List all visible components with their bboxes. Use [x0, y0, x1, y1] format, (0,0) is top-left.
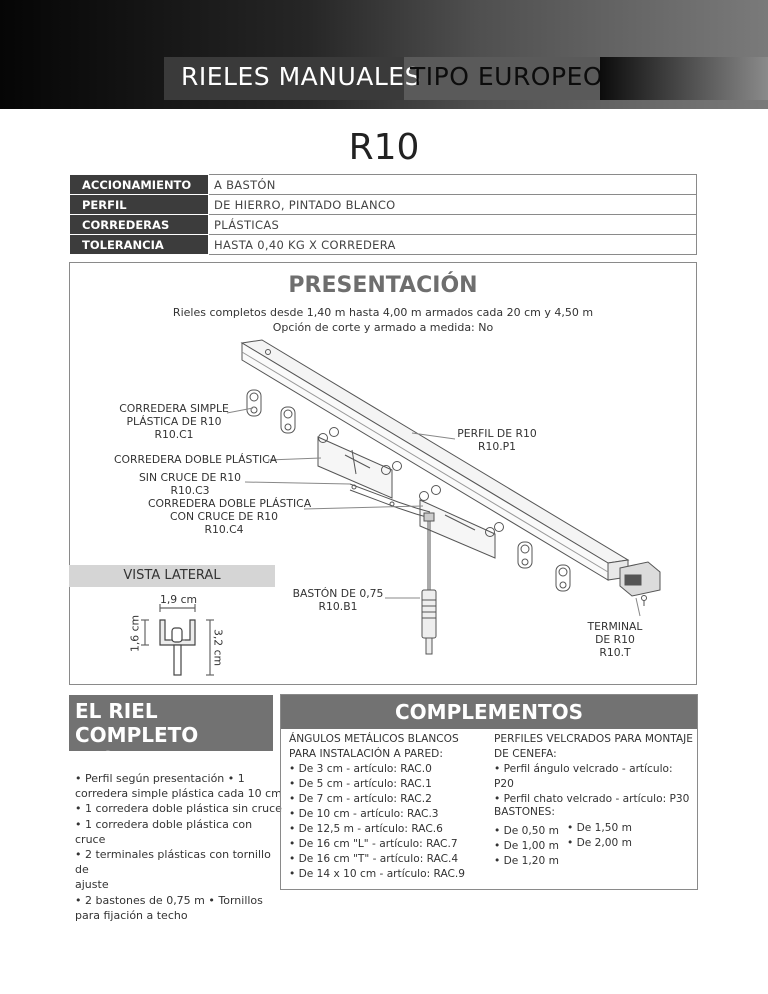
list-item: • De 0,50 m — [494, 825, 559, 837]
list-item: • De 12,5 m - artículo: RAC.6 — [289, 823, 443, 835]
bastones-header: BASTONES: — [494, 806, 555, 818]
perfiles-header: DE CENEFA: — [494, 748, 557, 760]
baston — [422, 513, 436, 654]
callout-sin-cruce — [130, 471, 250, 497]
spec-value: HASTA 0,40 KG X CORREDERA — [209, 235, 697, 255]
list-item: • Perfil ángulo velcrado - artículo: P20 — [494, 763, 673, 790]
callout-code: R10.C1 — [154, 428, 194, 441]
complementos-panel — [280, 694, 698, 890]
perfiles-column — [494, 732, 694, 807]
callout-line: PLÁSTICA DE R10 — [126, 415, 222, 428]
list-item: • Perfil según presentación • 1 — [75, 772, 245, 785]
incluye-title — [69, 695, 273, 771]
incluye-title-line: INCLUYE: — [75, 747, 179, 771]
list-item: • De 5 cm - artículo: RAC.1 — [289, 778, 432, 790]
spec-label: TOLERANCIA — [70, 235, 209, 255]
rail-profile — [242, 340, 628, 580]
callout-line: TERMINAL — [587, 620, 643, 633]
list-item: • Perfil chato velcrado - artículo: P30 — [494, 793, 690, 805]
callout-code: R10.T — [599, 646, 631, 659]
bastones-column-1 — [494, 824, 559, 869]
list-item: • 2 bastones de 0,75 m • Tornillos — [75, 893, 263, 907]
list-item: para fijación a techo — [75, 908, 188, 922]
list-item: • De 2,00 m — [567, 837, 632, 849]
list-item: • De 16 cm "L" - artículo: RAC.7 — [289, 838, 458, 850]
callout-line: CON CRUCE DE R10 — [169, 510, 279, 523]
list-item: • 1 corredera doble plástica sin cruce — [75, 802, 282, 816]
callout-line: DE R10 — [595, 633, 635, 646]
spec-value: PLÁSTICAS — [209, 215, 697, 235]
list-item: • De 1,50 m — [567, 822, 632, 834]
angulos-column — [289, 732, 489, 882]
presentacion-description: Rieles completos desde 1,40 m hasta 4,00 m armados cada 20 cm y 4,50 m — [172, 306, 594, 319]
perfiles-header: PERFILES VELCRADOS PARA MONTAJE — [494, 733, 693, 745]
callout-corredera-doble: CORREDERA DOBLE PLÁSTICA — [114, 453, 278, 466]
callout-corredera-simple — [116, 402, 232, 441]
incluye-title-line: EL RIEL COMPLETO — [75, 699, 199, 747]
callout-terminal — [584, 620, 646, 659]
incluye-list — [75, 771, 285, 923]
callout-code: R10.C4 — [204, 523, 244, 536]
list-item: • De 10 cm - artículo: RAC.3 — [289, 808, 439, 820]
angulos-header: ÁNGULOS METÁLICOS BLANCOS — [289, 733, 459, 745]
callout-baston — [292, 587, 384, 613]
list-item: ajuste — [75, 878, 109, 892]
list-item: • De 16 cm "T" - artículo: RAC.4 — [289, 853, 459, 865]
dim-height: 1,6 cm — [128, 614, 142, 653]
list-item: • De 14 x 10 cm - artículo: RAC.9 — [289, 868, 466, 880]
list-item: corredera simple plástica cada 10 cm — [75, 787, 282, 801]
header-title-sub: TIPO EUROPEO — [410, 62, 604, 91]
terminal-cap — [620, 562, 660, 606]
callout-line: SIN CRUCE DE R10 — [138, 471, 242, 484]
callout-line: CORREDERA DOBLE PLÁSTICA — [148, 497, 312, 510]
spec-label: PERFIL — [70, 195, 209, 215]
presentacion-title: PRESENTACIÓN — [288, 273, 478, 298]
list-item: • De 3 cm - artículo: RAC.0 — [289, 763, 432, 775]
callout-code: R10.P1 — [477, 440, 517, 453]
spec-value: DE HIERRO, PINTADO BLANCO — [209, 195, 697, 215]
dim-width: 1,9 cm — [160, 593, 198, 606]
callout-line: PERFIL DE R10 — [457, 427, 537, 440]
list-item: • De 7 cm - artículo: RAC.2 — [289, 793, 432, 805]
list-item: • 2 terminales plásticas con tornillo de — [75, 848, 271, 877]
complementos-title: COMPLEMENTOS — [281, 695, 697, 729]
dim-total: 3,2 cm — [211, 628, 225, 667]
spec-label: ACCIONAMIENTO — [70, 175, 209, 195]
bastones-column-2 — [567, 821, 632, 851]
header-title-main: RIELES MANUALES — [181, 62, 421, 91]
side-view-profile — [141, 604, 214, 675]
model-title: R10 — [348, 127, 420, 168]
callout-perfil — [456, 427, 538, 453]
callout-line: BASTÓN DE 0,75 — [292, 587, 384, 600]
callout-code: R10.C3 — [170, 484, 210, 497]
runner-simple — [247, 390, 570, 591]
list-item: • 1 corredera doble plástica con cruce — [75, 817, 253, 846]
callout-code: R10.B1 — [318, 600, 358, 613]
list-item: • De 1,00 m — [494, 840, 559, 852]
list-item: • De 1,20 m — [494, 855, 559, 867]
presentacion-cut-option: Opción de corte y armado a medida: No — [272, 321, 494, 334]
spec-label: CORREDERAS — [70, 215, 209, 235]
callout-con-cruce — [148, 497, 312, 536]
vista-lateral-title: VISTA LATERAL — [69, 565, 275, 587]
callout-line: CORREDERA SIMPLE — [119, 402, 229, 415]
angulos-header: PARA INSTALACIÓN A PARED: — [289, 748, 443, 760]
spec-value: A BASTÓN — [209, 175, 697, 195]
